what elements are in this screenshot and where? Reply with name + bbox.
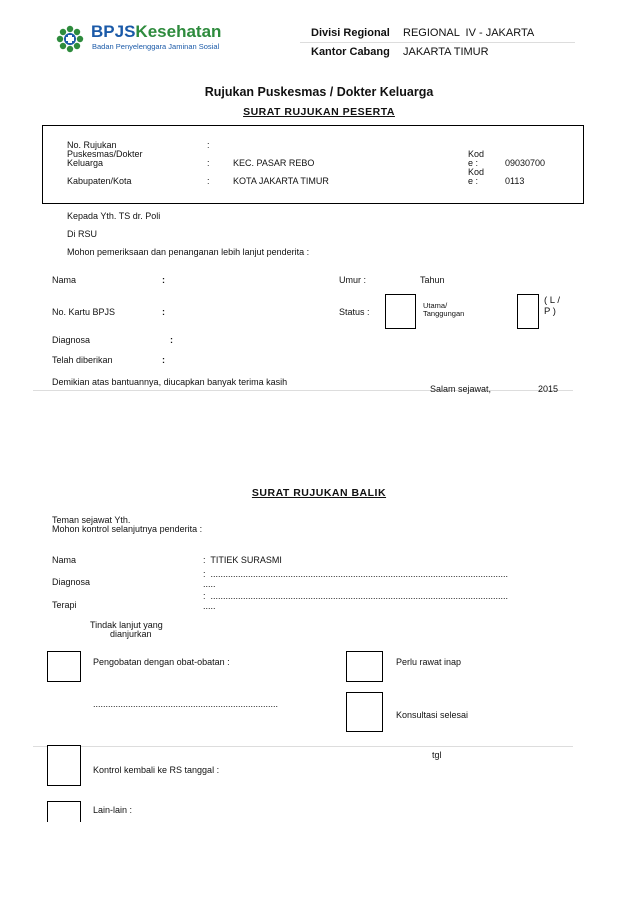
- utama-label: Utama/: [423, 301, 448, 310]
- di-rsu-text: Di RSU: [67, 229, 98, 239]
- kantor-label: Kantor Cabang: [311, 46, 390, 58]
- balik-title: SURAT RUJUKAN BALIK: [251, 487, 387, 499]
- pengobatan-checkbox[interactable]: [47, 651, 81, 682]
- kode-value: 09030700: [505, 158, 546, 168]
- page-title: Rujukan Puskesmas / Dokter Keluarga: [204, 85, 434, 99]
- logo-subtitle: Badan Penyelenggara Jaminan Sosial: [92, 42, 220, 51]
- demikian-text: Demikian atas bantuannya, diucapkan banyak terima kasih: [52, 377, 288, 387]
- kontrol-checkbox[interactable]: [47, 745, 81, 786]
- telah-diberikan-label: Telah diberikan: [52, 355, 113, 365]
- mohon-text: Mohon pemeriksaan dan penanganan lebih lanjut penderita :: [67, 247, 310, 257]
- no-rujukan-label: No. Rujukan: [67, 140, 117, 150]
- divisi-label: Divisi Regional: [311, 27, 390, 39]
- no-kartu-label: No. Kartu BPJS: [52, 307, 116, 317]
- kode-label: Kod: [468, 149, 485, 159]
- puskesmas-label-1: Puskesmas/Dokter: [67, 149, 143, 159]
- gender-label-p: P ): [544, 306, 556, 317]
- logo-bpjs: BPJS: [91, 22, 136, 41]
- page-subtitle: SURAT RUJUKAN PESERTA: [243, 106, 395, 118]
- balik-diagnosa-label: Diagnosa: [52, 577, 91, 587]
- bpjs-logo: [55, 22, 225, 56]
- colon: :: [162, 355, 165, 365]
- logo-kesehatan: Kesehatan: [135, 22, 222, 41]
- mohon-kontrol-text: Mohon kontrol selanjutnya penderita :: [52, 524, 203, 534]
- kode-label: e :: [468, 176, 479, 186]
- divisi-value: REGIONAL IV - JAKARTA: [403, 27, 535, 39]
- kecamatan-value: KEC. PASAR REBO: [233, 158, 315, 168]
- kode-label: e :: [468, 158, 479, 168]
- rawat-inap-checkbox[interactable]: [346, 651, 383, 682]
- balik-nama-value: : TITIEK SURASMI: [203, 555, 282, 565]
- salam-text: Salam sejawat,: [430, 384, 492, 394]
- tgl-label: tgl: [432, 750, 442, 760]
- teman-text: Teman sejawat Yth.: [52, 515, 131, 525]
- konsultasi-label: Konsultasi selesai: [396, 710, 469, 720]
- tindak-label-2: dianjurkan: [110, 629, 152, 639]
- lain-lain-checkbox[interactable]: [47, 801, 81, 822]
- kode-value: 0113: [505, 176, 525, 186]
- kode-label: Kod: [468, 167, 485, 177]
- balik-nama-label: Nama: [52, 555, 77, 565]
- kepada-text: Kepada Yth. TS dr. Poli: [67, 211, 161, 221]
- rawat-inap-label: Perlu rawat inap: [396, 657, 462, 667]
- divider: [33, 390, 573, 391]
- status-checkbox[interactable]: [385, 294, 416, 329]
- puskesmas-label-2: Keluarga: [67, 158, 104, 168]
- colon: :: [207, 176, 210, 186]
- status-label: Status :: [339, 307, 370, 317]
- nama-label: Nama: [52, 275, 77, 285]
- diagnosa-dots: : .......................................................................................................................: [203, 569, 509, 579]
- colon: :: [207, 158, 210, 168]
- terapi-dots-cont: .....: [203, 601, 216, 611]
- bpjs-logo-icon: [55, 24, 85, 54]
- umur-label: Umur :: [339, 275, 366, 285]
- diagnosa-dots-cont: .....: [203, 579, 216, 589]
- diagnosa-label: Diagnosa: [52, 335, 91, 345]
- divider: [300, 42, 575, 43]
- tanggungan-label: Tanggungan: [423, 309, 465, 318]
- obat-dots: ..........................................................................: [93, 699, 279, 709]
- pengobatan-label: Pengobatan dengan obat-obatan :: [93, 657, 230, 667]
- lain-lain-label: Lain-lain :: [93, 805, 133, 815]
- colon: :: [170, 335, 173, 345]
- kontrol-label: Kontrol kembali ke RS tanggal :: [93, 765, 220, 775]
- colon: :: [162, 307, 165, 317]
- konsultasi-checkbox[interactable]: [346, 692, 383, 732]
- tahun-label: Tahun: [420, 275, 445, 285]
- kota-value: KOTA JAKARTA TIMUR: [233, 176, 329, 186]
- colon: :: [207, 140, 210, 150]
- terapi-dots: : .......................................................................................................................: [203, 591, 509, 601]
- gender-checkbox[interactable]: [517, 294, 539, 329]
- kantor-value: JAKARTA TIMUR: [403, 46, 489, 58]
- kabupaten-label: Kabupaten/Kota: [67, 176, 132, 186]
- colon: :: [162, 275, 165, 285]
- divider: [33, 746, 573, 747]
- gender-label-l: ( L /: [544, 295, 561, 306]
- balik-terapi-label: Terapi: [52, 600, 77, 610]
- year-text: 2015: [538, 384, 559, 394]
- tindak-label-1: Tindak lanjut yang: [90, 620, 163, 630]
